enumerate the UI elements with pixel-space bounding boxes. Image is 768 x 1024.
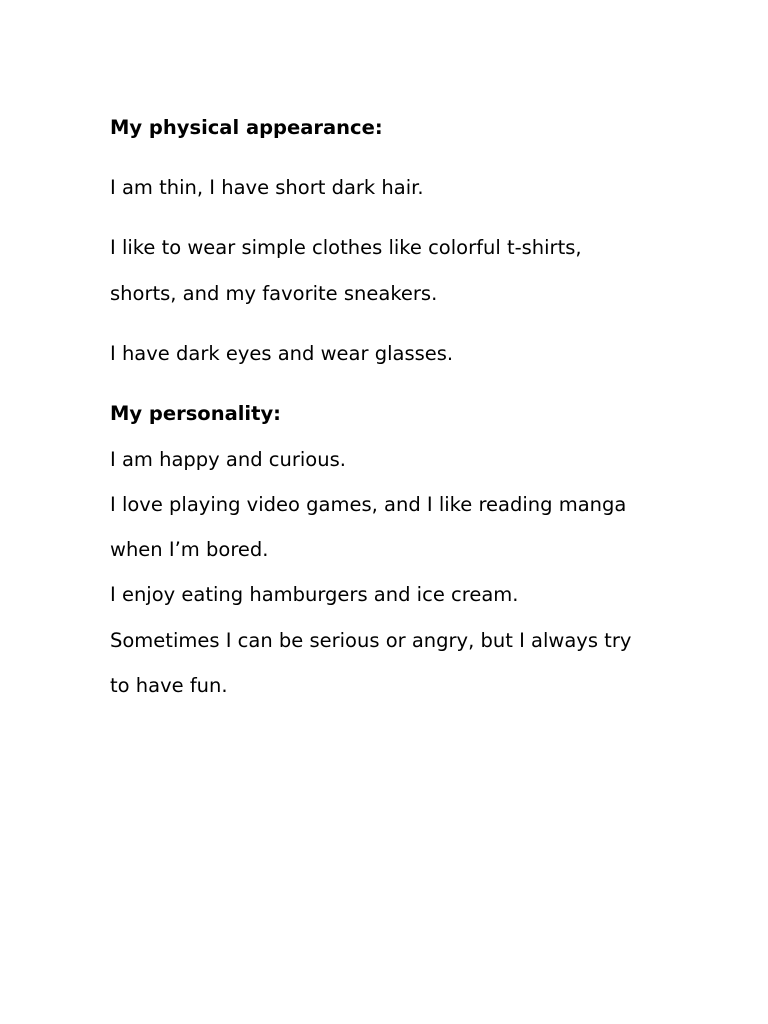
paragraph-clothes-line-2: shorts, and my favorite sneakers. — [110, 282, 438, 305]
heading-physical-appearance: My physical appearance: — [110, 116, 383, 139]
personality-line-2: I love playing video games, and I like reading manga — [110, 493, 627, 516]
personality-line-6: to have fun. — [110, 674, 228, 697]
personality-line-5: Sometimes I can be serious or angry, but I always try — [110, 629, 632, 652]
paragraph-hair: I am thin, I have short dark hair. — [110, 176, 424, 199]
paragraph-clothes-line-1: I like to wear simple clothes like colorful t-shirts, — [110, 236, 582, 259]
personality-line-3: when I’m bored. — [110, 538, 269, 561]
paragraph-eyes: I have dark eyes and wear glasses. — [110, 342, 454, 365]
heading-personality: My personality: — [110, 402, 281, 425]
personality-line-1: I am happy and curious. — [110, 448, 346, 471]
personality-line-4: I enjoy eating hamburgers and ice cream. — [110, 583, 519, 606]
